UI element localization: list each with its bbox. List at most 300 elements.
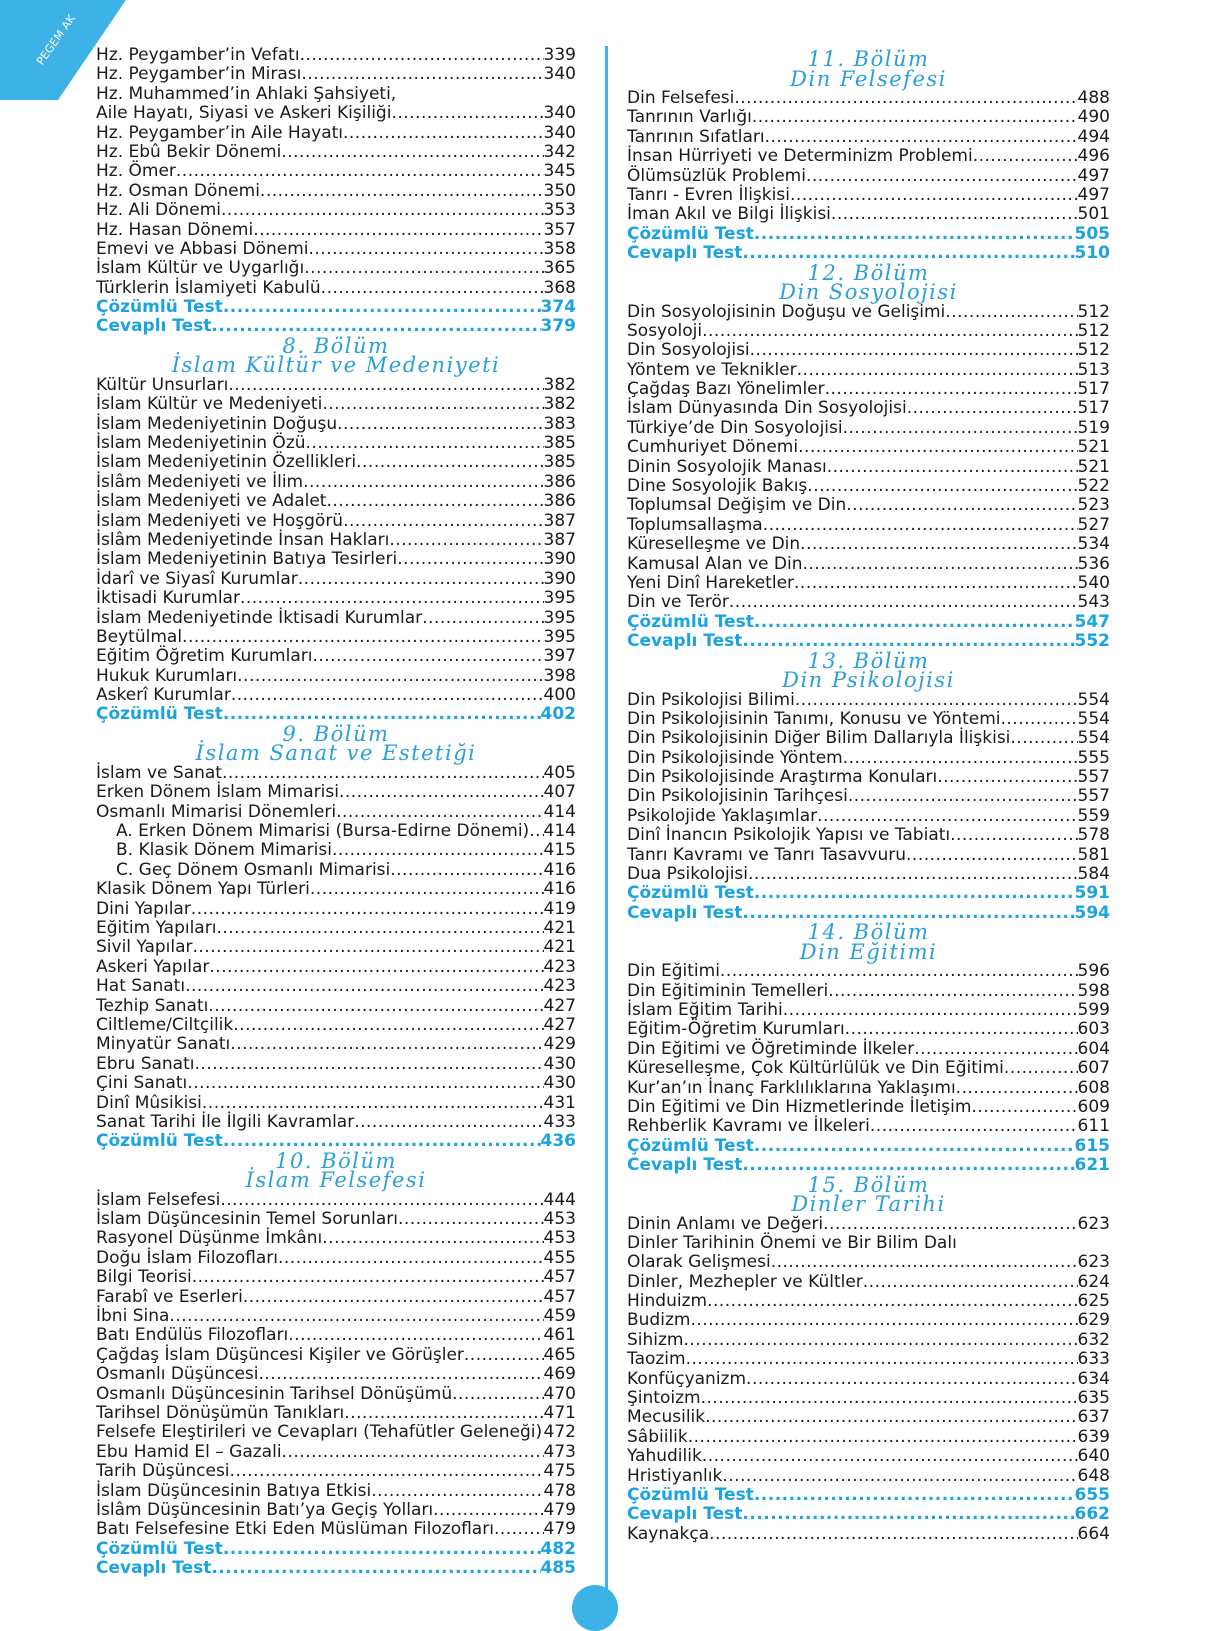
toc-test-entry[interactable] <box>627 1137 1110 1156</box>
toc-entry[interactable] <box>627 1311 1110 1330</box>
dot-leader <box>282 1443 544 1462</box>
toc-entry[interactable] <box>96 395 576 414</box>
toc-entry[interactable] <box>96 434 576 453</box>
toc-test-entry[interactable] <box>627 884 1110 903</box>
toc-entry[interactable] <box>627 691 1110 710</box>
entry-page-number: 494 <box>1077 126 1110 147</box>
entry-title: Tanrının Varlığı <box>627 107 752 128</box>
toc-entry[interactable] <box>96 1365 576 1384</box>
entry-title: Tezhip Sanatı <box>96 995 209 1016</box>
toc-entry[interactable] <box>627 167 1110 186</box>
toc-entry[interactable] <box>96 628 576 647</box>
toc-entry[interactable] <box>96 977 576 996</box>
toc-entry[interactable] <box>627 1408 1110 1427</box>
toc-entry[interactable] <box>96 1094 576 1113</box>
toc-entry[interactable] <box>96 1520 576 1539</box>
entry-page-number: 510 <box>1074 243 1110 264</box>
toc-entry[interactable] <box>627 1234 1110 1253</box>
toc-entry[interactable] <box>627 1273 1110 1292</box>
brand-label: PEGEM AK <box>34 12 79 68</box>
chapter-title: Din Felsefesi <box>790 66 947 91</box>
toc-test-entry[interactable] <box>627 1486 1110 1505</box>
entry-title: Hz. Ebû Bekir Dönemi <box>96 141 282 162</box>
chapter-number: 11. Bölüm <box>807 47 930 71</box>
toc-entry[interactable] <box>627 477 1110 496</box>
entry-page-number: 608 <box>1077 1077 1110 1098</box>
toc-entry[interactable] <box>96 1268 576 1287</box>
entry-page-number: 374 <box>540 297 576 318</box>
toc-entry[interactable] <box>96 783 576 802</box>
entry-title: İslam Kültür ve Uygarlığı <box>96 258 305 279</box>
entry-page-number: 395 <box>543 626 576 647</box>
dot-leader <box>906 846 1078 865</box>
toc-entry[interactable] <box>96 143 576 162</box>
entry-title: Dua Psikolojisi <box>627 864 749 885</box>
toc-entry[interactable] <box>96 531 576 550</box>
entry-page-number: 431 <box>543 1092 576 1113</box>
entry-title: Dinî İnancın Psikolojik Yapısı ve Tabiatı <box>627 825 951 846</box>
toc-entry[interactable] <box>96 958 576 977</box>
toc-entry[interactable] <box>96 65 576 84</box>
entry-page-number: 405 <box>543 762 576 783</box>
entry-page-number: 423 <box>543 976 576 997</box>
chapter-heading <box>96 1148 576 1193</box>
chapter-heading <box>627 260 1110 305</box>
toc-entry[interactable] <box>96 124 576 143</box>
entry-title: İslam Medeniyetinin Doğuşu <box>96 413 338 434</box>
toc-entry[interactable] <box>96 686 576 705</box>
entry-title: İslam ve Sanat <box>96 762 222 783</box>
entry-page-number: 382 <box>543 374 576 395</box>
entry-page-number: 591 <box>1074 883 1110 904</box>
entry-page-number: 430 <box>543 1073 576 1094</box>
toc-entry[interactable] <box>627 1098 1110 1117</box>
toc-entry[interactable] <box>627 458 1110 477</box>
entry-title: Çözümlü Test <box>96 704 223 725</box>
dot-leader <box>322 395 543 414</box>
toc-entry[interactable] <box>627 322 1110 341</box>
toc-entry[interactable] <box>627 108 1110 127</box>
toc-entry[interactable] <box>627 303 1110 322</box>
toc-entry[interactable] <box>96 1307 576 1326</box>
entry-title: Çözümlü Test <box>96 297 223 318</box>
entry-title: Hz. Osman Dönemi <box>96 180 260 201</box>
toc-entry[interactable] <box>627 438 1110 457</box>
entry-page-number: 632 <box>1077 1329 1110 1350</box>
entry-title: İbni Sina <box>96 1306 170 1327</box>
entry-page-number: 459 <box>543 1306 576 1327</box>
toc-entry[interactable] <box>96 861 576 880</box>
toc-entry[interactable] <box>96 1210 576 1229</box>
dot-leader <box>806 167 1078 186</box>
dot-leader <box>956 1079 1078 1098</box>
toc-entry[interactable] <box>627 128 1110 147</box>
dot-leader <box>720 962 1078 981</box>
dot-leader <box>322 1229 543 1248</box>
entry-title: Konfüçyanizm <box>627 1368 747 1389</box>
toc-entry[interactable] <box>627 982 1110 1001</box>
dot-leader <box>686 1350 1078 1369</box>
toc-entry[interactable] <box>96 764 576 783</box>
entry-page-number: 436 <box>540 1131 576 1152</box>
entry-page-number: 496 <box>1077 146 1110 167</box>
toc-entry[interactable] <box>627 1447 1110 1466</box>
toc-entry[interactable] <box>96 162 576 181</box>
entry-title: Cevaplı Test <box>627 243 743 264</box>
entry-title: Ebru Sanatı <box>96 1053 195 1074</box>
entry-page-number: 648 <box>1077 1465 1110 1486</box>
toc-entry[interactable] <box>96 997 576 1016</box>
toc-entry[interactable] <box>627 1331 1110 1350</box>
toc-entry[interactable] <box>627 807 1110 826</box>
toc-entry[interactable] <box>96 803 576 822</box>
toc-entry[interactable] <box>96 46 576 65</box>
dot-leader <box>825 380 1078 399</box>
toc-entry[interactable] <box>627 710 1110 729</box>
entry-title: Osmanlı Düşüncesi <box>96 1364 259 1385</box>
dot-leader <box>827 458 1078 477</box>
entry-page-number: 421 <box>543 918 576 938</box>
entry-title: Hz. Ali Dönemi <box>96 200 222 221</box>
dot-leader <box>754 884 1075 903</box>
toc-entry[interactable] <box>96 279 576 298</box>
toc-entry[interactable] <box>96 473 576 492</box>
entry-title: Ölümsüzlük Problemi <box>627 165 806 186</box>
entry-page-number: 655 <box>1074 1484 1110 1505</box>
dot-leader <box>843 419 1078 438</box>
toc-entry[interactable] <box>96 201 576 220</box>
dot-leader <box>795 691 1078 710</box>
toc-entry[interactable] <box>96 221 576 240</box>
entry-title: Kaynakça <box>627 1523 710 1544</box>
chapter-number: 12. Bölüm <box>807 260 930 285</box>
entry-page-number: 453 <box>543 1228 576 1249</box>
dot-leader <box>763 516 1078 535</box>
dot-leader <box>702 322 1077 341</box>
toc-entry[interactable] <box>627 341 1110 360</box>
toc-entry[interactable] <box>96 415 576 434</box>
toc-entry[interactable] <box>96 182 576 201</box>
entry-title: Çözümlü Test <box>627 223 754 244</box>
dot-leader <box>211 1559 540 1578</box>
dot-leader <box>321 279 544 298</box>
toc-entry[interactable] <box>96 919 576 938</box>
toc-entry[interactable] <box>96 938 576 957</box>
toc-entry[interactable] <box>627 865 1110 884</box>
entry-title: Cevaplı Test <box>627 631 743 652</box>
toc-test-entry[interactable] <box>627 225 1110 244</box>
entry-title: Sivil Yapılar <box>96 937 193 958</box>
entry-page-number: 540 <box>1077 572 1110 593</box>
entry-title: B. Klasik Dönem Mimarisi <box>116 840 332 861</box>
toc-entry[interactable] <box>96 1501 576 1520</box>
toc-entry[interactable] <box>627 1350 1110 1369</box>
toc-entry[interactable] <box>96 1385 576 1404</box>
toc-entry[interactable] <box>627 1389 1110 1408</box>
dot-leader <box>312 647 543 666</box>
dot-leader <box>754 1137 1075 1156</box>
entry-page-number: 547 <box>1074 611 1110 632</box>
toc-entry[interactable] <box>96 259 576 278</box>
entry-title: Psikolojide Yaklaşımlar <box>627 805 818 826</box>
dot-leader <box>845 1020 1078 1039</box>
entry-page-number: 623 <box>1077 1213 1110 1234</box>
dot-leader <box>253 221 543 240</box>
toc-entry[interactable] <box>627 768 1110 787</box>
toc-entry[interactable] <box>96 550 576 569</box>
toc-entry[interactable] <box>627 1428 1110 1447</box>
dot-leader <box>800 535 1077 554</box>
chapter-title: Din Sosyolojisi <box>779 280 958 305</box>
dot-leader <box>1001 710 1078 729</box>
dot-leader <box>752 108 1078 127</box>
toc-entry[interactable] <box>96 240 576 259</box>
chapter-title: Din Psikolojisi <box>782 668 955 693</box>
toc-entry[interactable] <box>627 496 1110 515</box>
toc-entry[interactable] <box>96 570 576 589</box>
entry-page-number: 397 <box>543 646 576 667</box>
toc-entry[interactable] <box>96 104 576 123</box>
toc-entry[interactable] <box>627 1525 1110 1544</box>
entry-title: Din Eğitimi <box>627 961 720 982</box>
chapter-number: 14. Bölüm <box>807 920 930 945</box>
entry-page-number: 478 <box>543 1480 576 1501</box>
dot-leader <box>298 570 544 589</box>
toc-entry[interactable] <box>96 1055 576 1074</box>
entry-page-number: 578 <box>1077 825 1110 846</box>
toc-entry[interactable] <box>627 1253 1110 1272</box>
entry-title: İman Akıl ve Bilgi İlişkisi <box>627 204 831 225</box>
toc-entry[interactable] <box>96 453 576 472</box>
toc-entry[interactable] <box>96 880 576 899</box>
entry-title: Hz. Peygamber’in Vefatı <box>96 44 300 65</box>
dot-leader <box>802 555 1077 574</box>
entry-page-number: 519 <box>1077 417 1110 438</box>
entry-title: Din Psikolojisinde Yöntem <box>627 747 843 768</box>
toc-entry[interactable] <box>96 647 576 666</box>
dot-leader <box>343 512 543 531</box>
dot-leader <box>309 240 544 259</box>
toc-entry[interactable] <box>96 1191 576 1210</box>
dot-leader <box>771 1253 1078 1272</box>
entry-title: Taozim <box>627 1349 686 1370</box>
toc-entry[interactable] <box>627 749 1110 768</box>
toc-entry[interactable] <box>627 535 1110 554</box>
entry-title: Cevaplı Test <box>96 1558 212 1579</box>
toc-entry[interactable] <box>96 1423 576 1442</box>
dot-leader <box>339 783 544 802</box>
toc-entry[interactable] <box>96 609 576 628</box>
toc-entry[interactable] <box>627 89 1110 108</box>
entry-page-number: 390 <box>543 549 576 570</box>
dot-leader <box>750 341 1078 360</box>
toc-entry[interactable] <box>96 492 576 511</box>
dot-leader <box>221 201 544 220</box>
entry-title: Küreselleşme, Çok Kültürlülük ve Din Eğitimi <box>627 1058 1004 1079</box>
toc-test-entry[interactable] <box>627 613 1110 632</box>
toc-entry[interactable] <box>96 1404 576 1423</box>
entry-title: Minyatür Sanatı <box>96 1034 231 1055</box>
toc-entry[interactable] <box>96 1074 576 1093</box>
entry-title: İslam Medeniyetinin Batıya Tesirleri <box>96 549 398 570</box>
entry-title: Eğitim Öğretim Kurumları <box>96 646 313 667</box>
dot-leader <box>336 803 543 822</box>
entry-title: Beytülmal <box>96 626 183 647</box>
dot-leader <box>914 1040 1077 1059</box>
toc-entry[interactable] <box>627 846 1110 865</box>
dot-leader <box>464 1346 544 1365</box>
toc-entry[interactable] <box>627 788 1110 807</box>
dot-leader <box>529 822 543 841</box>
entry-page-number: 512 <box>1077 340 1110 361</box>
toc-entry[interactable] <box>627 1292 1110 1311</box>
toc-entry[interactable] <box>627 1059 1110 1078</box>
entry-title: Çağdaş Bazı Yönelimler <box>627 379 825 400</box>
dot-leader <box>310 880 544 899</box>
entry-title: Kur’an’ın İnanç Farklılıklarına Yaklaşımı <box>627 1077 956 1098</box>
column-divider <box>605 46 608 1591</box>
entry-title: Din Psikolojisi Bilimi <box>627 689 795 710</box>
toc-entry[interactable] <box>627 1020 1110 1039</box>
toc-entry[interactable] <box>96 512 576 531</box>
entry-page-number: 623 <box>1077 1252 1110 1273</box>
toc-entry[interactable] <box>627 1001 1110 1020</box>
entry-page-number: 534 <box>1077 534 1110 555</box>
toc-entry[interactable] <box>627 399 1110 418</box>
entry-title: Çini Sanatı <box>96 1073 188 1094</box>
toc-entry[interactable] <box>627 1215 1110 1234</box>
dot-leader <box>391 104 543 123</box>
toc-entry[interactable] <box>627 380 1110 399</box>
toc-entry[interactable] <box>627 1040 1110 1059</box>
toc-entry[interactable] <box>96 1288 576 1307</box>
dot-leader <box>304 259 543 278</box>
entry-title: İslam Medeniyetinin Özellikleri <box>96 452 357 473</box>
dot-leader <box>223 1540 541 1559</box>
dot-leader <box>797 361 1078 380</box>
toc-entry[interactable] <box>96 85 576 104</box>
dot-leader <box>220 1191 543 1210</box>
toc-entry[interactable] <box>96 822 576 841</box>
dot-leader <box>397 550 543 569</box>
toc-entry[interactable] <box>96 667 576 686</box>
toc-entry[interactable] <box>627 593 1110 612</box>
toc-entry[interactable] <box>96 1326 576 1345</box>
entry-page-number: 387 <box>543 529 576 550</box>
chapter-title: İslam Felsefesi <box>245 1168 427 1193</box>
toc-entry[interactable] <box>627 186 1110 205</box>
dot-leader <box>688 1428 1078 1447</box>
entry-page-number: 427 <box>543 1014 576 1035</box>
toc-entry[interactable] <box>627 962 1110 981</box>
entry-title: Felsefe Eleştirileri ve Cevapları (Tehafütler Geleneği) <box>96 1422 543 1443</box>
dot-leader <box>863 1273 1078 1292</box>
chapter-number: 13. Bölüm <box>807 648 930 673</box>
entry-title: Din Sosyolojisi <box>627 340 750 361</box>
toc-test-entry[interactable] <box>96 1540 576 1559</box>
entry-page-number: 358 <box>543 238 576 259</box>
entry-page-number: 517 <box>1077 379 1110 400</box>
toc-entry[interactable] <box>96 1229 576 1248</box>
entry-title: Çözümlü Test <box>96 1131 223 1152</box>
chapter-heading <box>96 721 576 766</box>
toc-test-entry[interactable] <box>627 1505 1110 1524</box>
entry-title: Din Psikolojisinin Diğer Bilim Dallarıyla İlişkisi <box>627 728 1011 749</box>
entry-title: Bilgi Teorisi <box>96 1267 192 1288</box>
chapter-heading <box>627 47 1110 91</box>
entry-title: Türklerin İslamiyeti Kabulü <box>96 277 321 298</box>
entry-page-number: 395 <box>543 588 576 609</box>
entry-page-number: 512 <box>1077 301 1110 322</box>
entry-page-number: 559 <box>1077 805 1110 826</box>
toc-entry[interactable] <box>627 555 1110 574</box>
toc-entry[interactable] <box>627 574 1110 593</box>
toc-entry[interactable] <box>96 841 576 860</box>
entry-page-number: 398 <box>543 665 576 686</box>
toc-entry[interactable] <box>96 376 576 395</box>
toc-entry[interactable] <box>96 1443 576 1462</box>
entry-page-number: 342 <box>543 141 576 162</box>
toc-entry[interactable] <box>627 147 1110 166</box>
dot-leader <box>950 826 1077 845</box>
dot-leader <box>971 1098 1077 1117</box>
toc-entry[interactable] <box>627 361 1110 380</box>
entry-title: Budizm <box>627 1310 691 1331</box>
entry-page-number: 557 <box>1077 767 1110 788</box>
entry-page-number: 609 <box>1077 1096 1110 1117</box>
toc-entry[interactable] <box>627 516 1110 535</box>
toc-test-entry[interactable] <box>96 1559 576 1578</box>
entry-title: Dinin Sosyolojik Manası <box>627 456 827 477</box>
dot-leader <box>356 453 543 472</box>
dot-leader <box>848 787 1078 806</box>
toc-entry[interactable] <box>96 1016 576 1035</box>
entry-page-number: 624 <box>1077 1271 1110 1292</box>
toc-entry[interactable] <box>96 1035 576 1054</box>
toc-entry[interactable] <box>96 1113 576 1132</box>
toc-entry[interactable] <box>627 205 1110 224</box>
dot-leader <box>705 1408 1077 1427</box>
dot-leader <box>828 982 1077 1001</box>
entry-title: Dinler, Mezhepler ve Kültler <box>627 1271 863 1292</box>
toc-entry[interactable] <box>627 729 1110 748</box>
chapter-number: 10. Bölüm <box>275 1148 397 1173</box>
toc-entry[interactable] <box>96 1462 576 1481</box>
toc-entry[interactable] <box>627 419 1110 438</box>
dot-leader <box>303 473 543 492</box>
toc-test-entry[interactable] <box>96 298 576 317</box>
entry-page-number: 472 <box>543 1422 576 1443</box>
entry-title: Cevaplı Test <box>627 1504 743 1525</box>
toc-entry[interactable] <box>96 589 576 608</box>
toc-entry[interactable] <box>627 1467 1110 1486</box>
entry-title: Çözümlü Test <box>627 1484 754 1505</box>
toc-entry[interactable] <box>627 1117 1110 1136</box>
toc-entry[interactable] <box>627 1370 1110 1389</box>
dot-leader <box>722 1467 1077 1486</box>
dot-leader <box>494 1520 544 1539</box>
toc-entry[interactable] <box>627 826 1110 845</box>
entry-page-number: 596 <box>1077 961 1110 982</box>
toc-entry[interactable] <box>627 1079 1110 1098</box>
toc-entry[interactable] <box>96 1346 576 1365</box>
entry-title: Yahudilik <box>627 1446 702 1467</box>
entry-page-number: 427 <box>543 995 576 1016</box>
toc-entry[interactable] <box>96 900 576 919</box>
dot-leader <box>452 1385 543 1404</box>
toc-entry[interactable] <box>96 1482 576 1501</box>
toc-entry[interactable] <box>96 1249 576 1268</box>
